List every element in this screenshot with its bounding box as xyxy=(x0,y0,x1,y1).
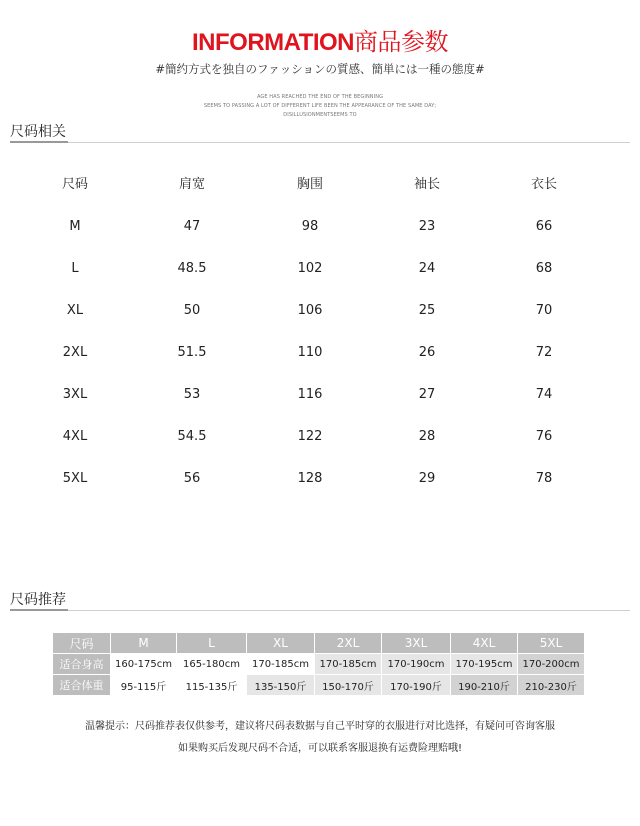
cell-sleeve: 25 xyxy=(418,303,436,318)
cell-sleeve: 23 xyxy=(418,219,436,234)
recommend-header-l: L xyxy=(177,633,247,654)
cell-chest: 128 xyxy=(297,471,323,486)
weight-cell: 135-150斤 xyxy=(247,675,315,696)
header-cell-sleeve: 袖长 xyxy=(413,177,440,192)
cell-length: 74 xyxy=(535,387,553,402)
cell-size: 3XL xyxy=(62,387,88,402)
size-section-title: 尺码相关 xyxy=(10,124,66,140)
recommend-header-xl: XL xyxy=(247,633,315,654)
recommend-header-m: M xyxy=(111,633,177,654)
weight-cell: 150-170斤 xyxy=(315,675,382,696)
cell-chest: 122 xyxy=(297,429,323,444)
cell-chest: 116 xyxy=(297,387,323,402)
table-row xyxy=(0,427,640,469)
weight-label: 适合体重 xyxy=(53,675,111,696)
cell-sleeve: 28 xyxy=(418,429,436,444)
table-row xyxy=(0,217,640,259)
note-line-2: 如果购买后发现尺码不合适，可以联系客服退换有运费险理赔哦! xyxy=(177,743,462,754)
title-chinese: 商品参数 xyxy=(354,28,449,56)
tagline-line-2: SEEMS TO PASSING A LOT OF DIFFERENT LIFE BEEN THE APPEARANCE OF THE SAME DAY; xyxy=(203,103,437,109)
cell-size: XL xyxy=(66,303,84,318)
cell-shoulder: 48.5 xyxy=(177,261,207,276)
cell-length: 70 xyxy=(535,303,553,318)
cell-sleeve: 27 xyxy=(418,387,436,402)
table-row xyxy=(0,385,640,427)
cell-length: 72 xyxy=(535,345,553,360)
recommend-height-row xyxy=(53,654,585,675)
table-row xyxy=(0,259,640,301)
cell-sleeve: 29 xyxy=(418,471,436,486)
cell-length: 78 xyxy=(535,471,553,486)
height-cell: 165-180cm xyxy=(177,654,247,675)
tagline xyxy=(0,93,640,120)
table-row xyxy=(0,469,640,511)
cell-shoulder: 51.5 xyxy=(177,345,207,360)
header-cell-size: 尺码 xyxy=(61,177,88,192)
page-header xyxy=(0,26,640,120)
recommend-header-5xl: 5XL xyxy=(518,633,585,654)
cell-length: 76 xyxy=(535,429,553,444)
title-english: INFORMATION xyxy=(191,29,355,56)
tagline-line-3: DISILLUSIONMENTSEEMS TO xyxy=(283,112,357,118)
recommend-section-divider xyxy=(10,610,630,611)
recommend-header-3xl: 3XL xyxy=(382,633,451,654)
cell-shoulder: 50 xyxy=(183,303,201,318)
cell-size: L xyxy=(71,261,79,276)
header-cell-shoulder: 肩宽 xyxy=(178,177,205,192)
page-title xyxy=(0,26,640,59)
cell-shoulder: 54.5 xyxy=(177,429,207,444)
weight-cell: 115-135斤 xyxy=(177,675,247,696)
cell-sleeve: 26 xyxy=(418,345,436,360)
cell-chest: 106 xyxy=(297,303,323,318)
table-row xyxy=(0,301,640,343)
cell-length: 66 xyxy=(535,219,553,234)
height-cell: 170-200cm xyxy=(518,654,585,675)
note-line-1: 温馨提示：尺码推荐表仅供参考，建议将尺码表数据与自己平时穿的衣服进行对比选择，有疑问可咨询客服 xyxy=(85,721,555,732)
weight-cell: 190-210斤 xyxy=(451,675,518,696)
recommend-section-title: 尺码推荐 xyxy=(10,592,66,608)
size-table xyxy=(0,175,640,511)
cell-shoulder: 47 xyxy=(183,219,201,234)
header-cell-chest: 胸围 xyxy=(296,177,323,192)
cell-chest: 98 xyxy=(301,219,319,234)
recommend-table xyxy=(52,632,585,696)
height-cell: 170-190cm xyxy=(382,654,451,675)
cell-chest: 102 xyxy=(297,261,323,276)
header-cell-length: 衣长 xyxy=(530,177,557,192)
cell-sleeve: 24 xyxy=(418,261,436,276)
recommend-header-row xyxy=(53,633,585,654)
recommend-header-size: 尺码 xyxy=(53,633,111,654)
recommend-weight-row xyxy=(53,675,585,696)
height-label: 适合身高 xyxy=(53,654,111,675)
weight-cell: 170-190斤 xyxy=(382,675,451,696)
page-subtitle: #簡约方式を独自のファッションの質感、簡単には一種の態度# xyxy=(155,62,485,76)
recommend-section-underline xyxy=(10,609,68,611)
weight-cell: 210-230斤 xyxy=(518,675,585,696)
tagline-line-1: AGE HAS REACHED THE END OF THE BEGINNING xyxy=(256,94,384,100)
cell-size: 5XL xyxy=(62,471,88,486)
cell-chest: 110 xyxy=(297,345,323,360)
weight-cell: 95-115斤 xyxy=(111,675,177,696)
cell-shoulder: 56 xyxy=(183,471,201,486)
cell-size: 4XL xyxy=(62,429,88,444)
cell-shoulder: 53 xyxy=(183,387,201,402)
height-cell: 160-175cm xyxy=(111,654,177,675)
size-section-divider xyxy=(10,142,630,143)
height-cell: 170-185cm xyxy=(247,654,315,675)
cell-size: M xyxy=(69,219,81,234)
recommend-header-4xl: 4XL xyxy=(451,633,518,654)
size-table-header xyxy=(0,175,640,217)
recommend-header-2xl: 2XL xyxy=(315,633,382,654)
cell-length: 68 xyxy=(535,261,553,276)
table-row xyxy=(0,343,640,385)
height-cell: 170-185cm xyxy=(315,654,382,675)
cell-size: 2XL xyxy=(62,345,88,360)
size-section-underline xyxy=(10,141,68,143)
notes xyxy=(0,716,640,760)
height-cell: 170-195cm xyxy=(451,654,518,675)
